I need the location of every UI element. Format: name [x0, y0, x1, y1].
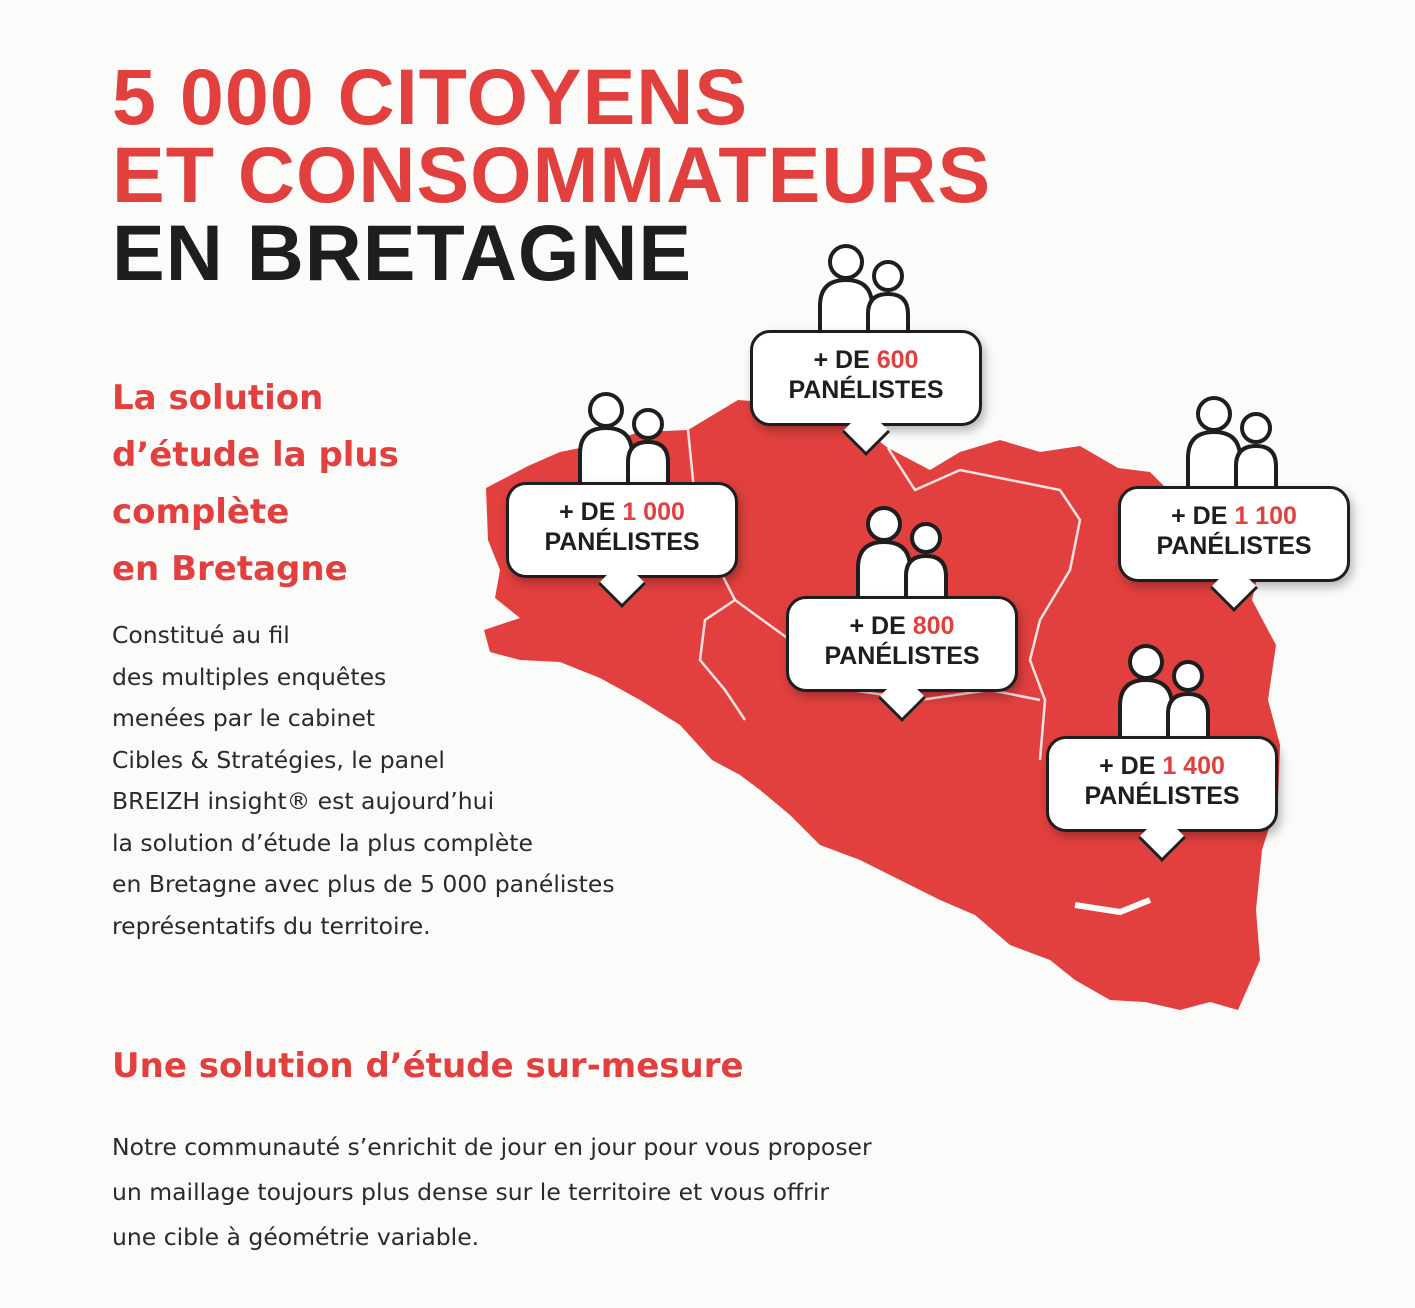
panel-bubble-1000	[506, 482, 738, 578]
people-icon	[572, 388, 676, 484]
bubble-label: PANÉLISTES	[824, 642, 980, 670]
section-line: Notre communauté s’enrichit de jour en jour pour vous proposer	[112, 1133, 872, 1161]
title-line-3: EN BRETAGNE	[112, 208, 693, 297]
bubble-number: 1 100	[1234, 502, 1297, 530]
people-icon	[1180, 392, 1284, 488]
bubble-prefix: + DE	[1171, 502, 1235, 530]
panel-bubble-800	[786, 596, 1018, 692]
subtitle	[112, 370, 399, 598]
intro-line: menées par le cabinet	[112, 704, 376, 732]
intro-line: la solution d’étude la plus complète	[112, 828, 533, 857]
section-line: une cible à géométrie variable.	[112, 1223, 480, 1251]
bubble-prefix: + DE	[813, 346, 877, 374]
intro-line: en Bretagne avec plus de 5 000 panélistes	[112, 870, 615, 898]
intro-line: Cibles & Stratégies, le panel	[112, 745, 445, 774]
bubble-number: 600	[876, 346, 919, 374]
people-icon	[812, 240, 916, 336]
bubble-prefix: + DE	[849, 612, 913, 640]
bubble-label: PANÉLISTES	[544, 528, 700, 556]
title-line-1: 5 000 CITOYENS	[112, 52, 749, 141]
people-icon	[850, 502, 954, 598]
bubble-label: PANÉLISTES	[788, 376, 944, 404]
bubble-label: PANÉLISTES	[1156, 532, 1312, 560]
subtitle-line: d’étude la plus	[112, 435, 399, 475]
bubble-number: 1 400	[1162, 752, 1225, 780]
subtitle-line: La solution	[112, 378, 324, 418]
subtitle-line: en Bretagne	[112, 549, 348, 589]
bubble-prefix: + DE	[1099, 752, 1163, 780]
panel-bubble-1400	[1046, 736, 1278, 832]
panel-bubble-1100	[1118, 486, 1350, 582]
bubble-prefix: + DE	[559, 498, 623, 526]
intro-line: Constitué au fil	[112, 621, 290, 649]
title-line-2: ET CONSOMMATEURS	[112, 130, 992, 219]
section-paragraph	[112, 1125, 872, 1260]
subtitle-line: complète	[112, 492, 290, 532]
bubble-number: 1 000	[622, 498, 685, 526]
people-icon	[1112, 640, 1216, 736]
bubble-number: 800	[912, 612, 955, 640]
intro-line: représentatifs du territoire.	[112, 911, 431, 940]
bubble-label: PANÉLISTES	[1084, 782, 1240, 810]
intro-paragraph	[112, 615, 615, 947]
section-line: un maillage toujours plus dense sur le territoire et vous offrir	[112, 1178, 830, 1206]
panel-bubble-600	[750, 330, 982, 426]
intro-line: BREIZH insight® est aujourd’hui	[112, 787, 495, 815]
intro-line: des multiples enquêtes	[112, 662, 387, 691]
section-heading: Une solution d’étude sur-mesure	[112, 1046, 744, 1086]
